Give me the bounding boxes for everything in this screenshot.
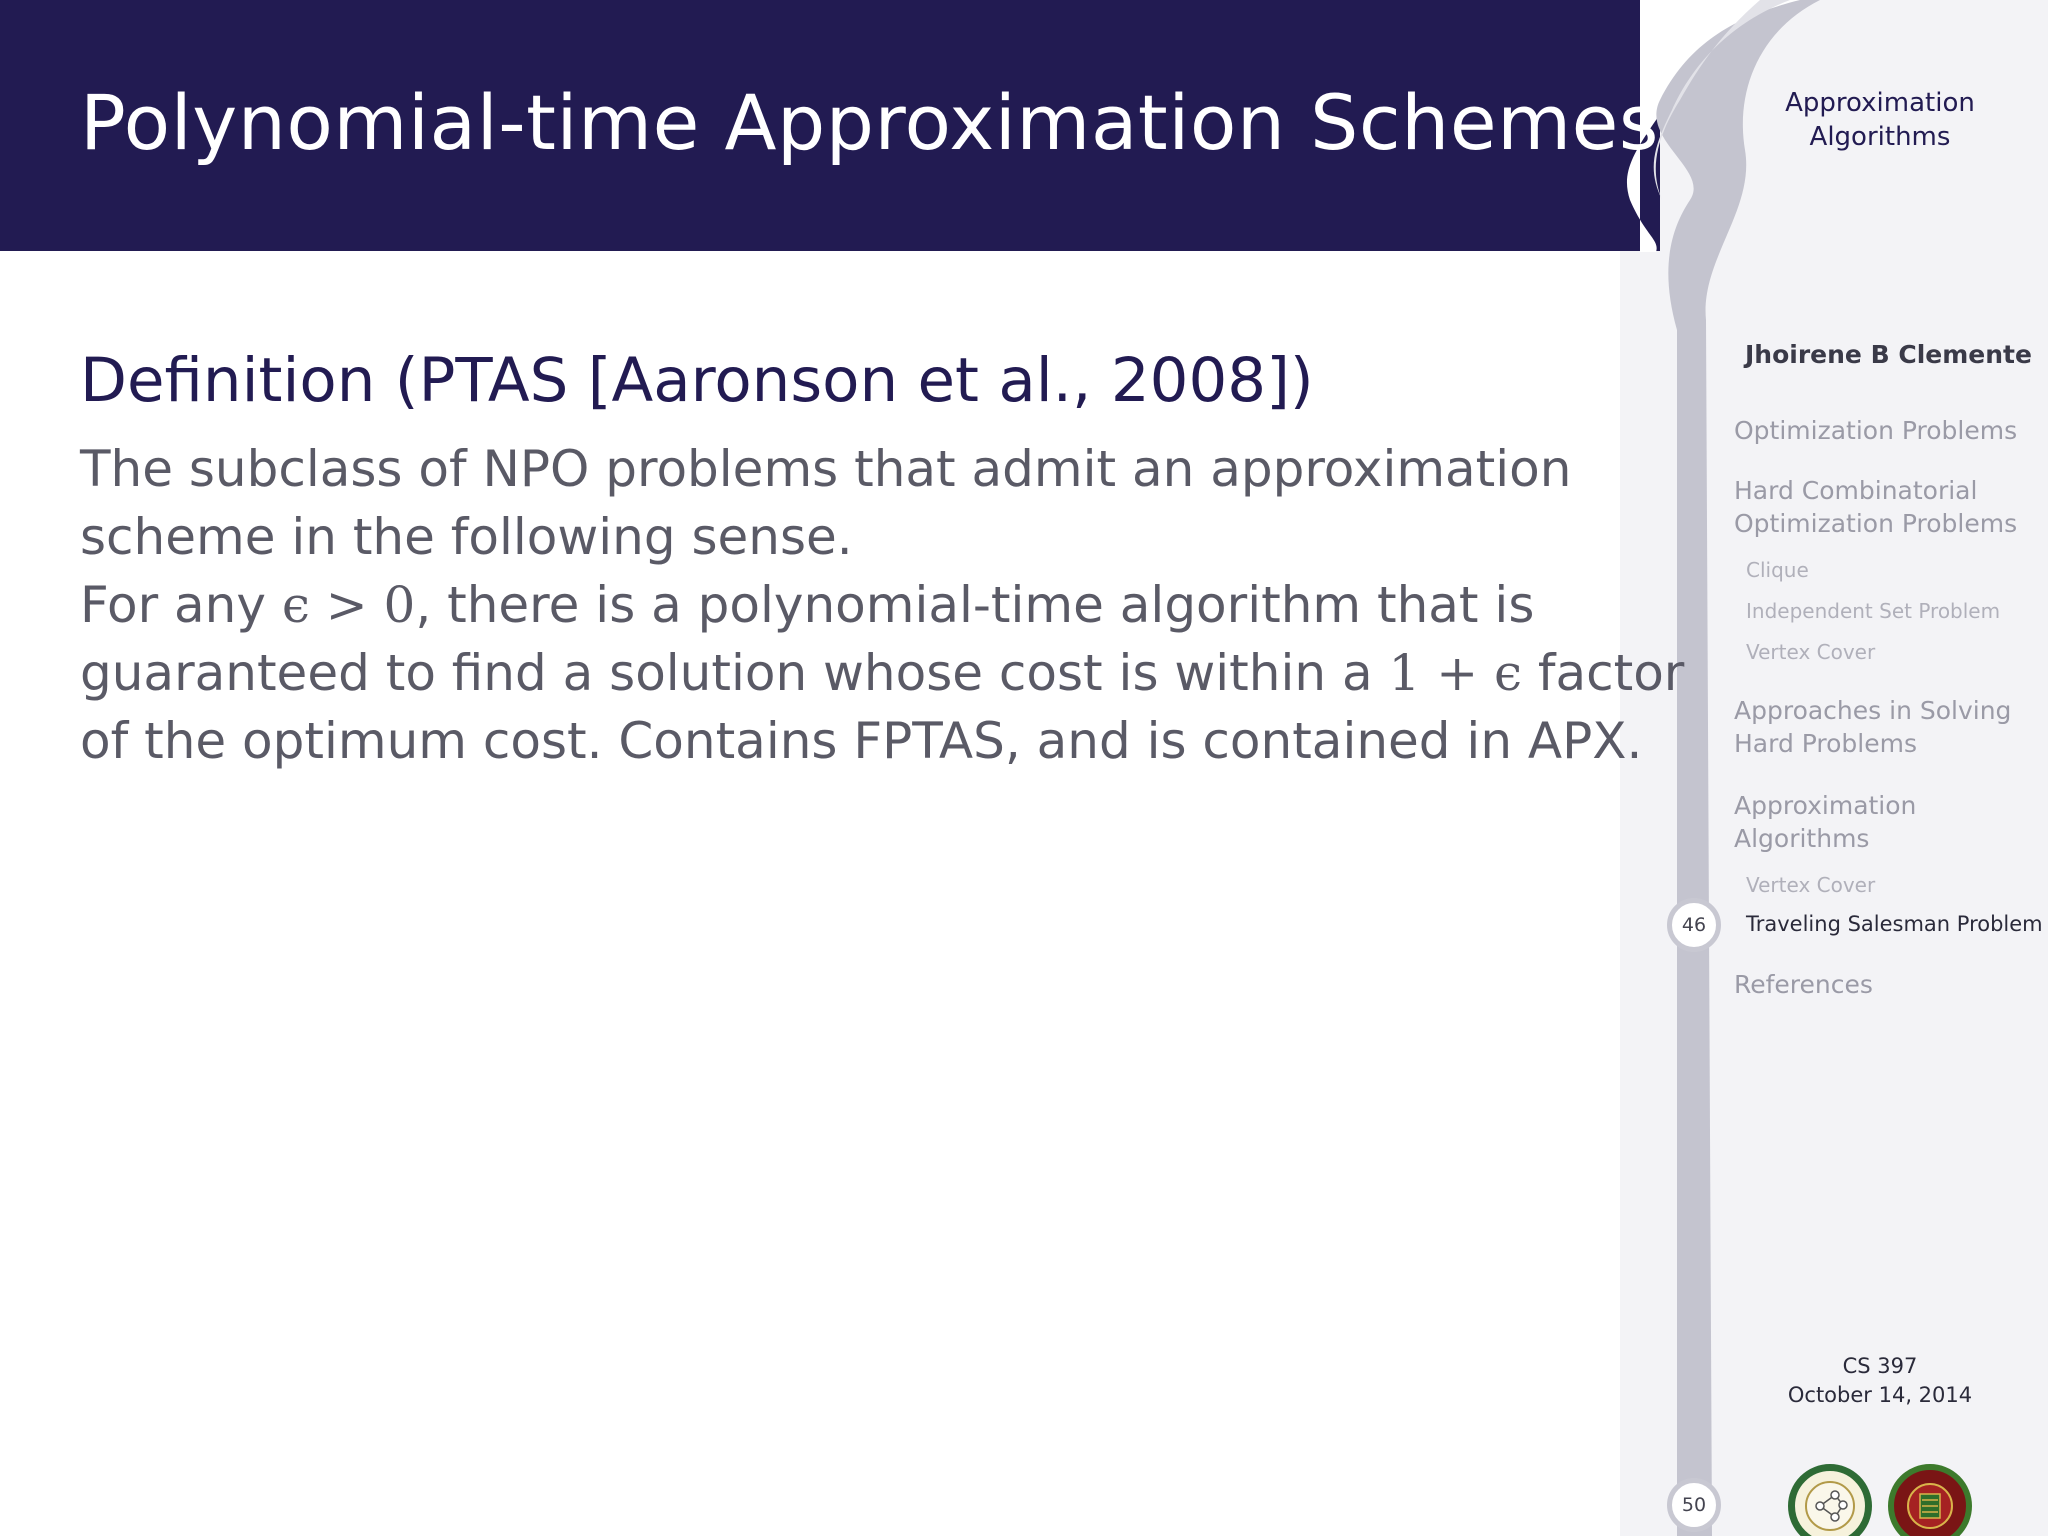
epsilon-inequality: ϵ > 0 [281, 576, 416, 634]
slide-title: Polynomial-time Approximation Schemes [80, 78, 1659, 167]
nav-approaches-line1: Approaches in Solving [1734, 696, 2012, 725]
nav-vertex-cover-1[interactable]: Vertex Cover [1746, 640, 1876, 664]
nav-approaches-line2: Hard Problems [1734, 729, 1918, 758]
nav-approximation-algorithms[interactable] [1734, 789, 1916, 855]
nav-vertex-cover-2[interactable]: Vertex Cover [1746, 873, 1876, 897]
total-pages-badge: 50 [1667, 1478, 1721, 1532]
nav-approximation-line1: Approximation [1734, 791, 1917, 820]
sidebar-section-title-line2: Algorithms [1809, 122, 1951, 152]
current-page-badge: 46 [1667, 898, 1721, 952]
definition-line-1: The subclass of NPO problems that admit an approximation [80, 440, 1572, 498]
definition-line-2: scheme in the following sense. [80, 508, 853, 566]
nav-approximation-line2: Algorithms [1734, 824, 1870, 853]
definition-heading: Definition (PTAS [Aaronson et al., 2008]) [80, 345, 1314, 416]
university-seal-icon [1888, 1464, 1972, 1536]
nav-clique[interactable]: Clique [1746, 558, 1809, 582]
nav-hard-combinatorial-line1: Hard Combinatorial [1734, 476, 1978, 505]
department-seal-icon [1788, 1464, 1872, 1536]
line-4-prefix: guaranteed to find a solution whose cost is within a [80, 644, 1389, 702]
nav-independent-set[interactable]: Independent Set Problem [1746, 599, 2001, 623]
nav-hard-combinatorial-line2: Optimization Problems [1734, 509, 2018, 538]
presentation-date: October 14, 2014 [1787, 1383, 1973, 1407]
definition-line-3 [80, 576, 1534, 634]
approx-factor: 1 + ϵ [1388, 644, 1522, 702]
nav-references[interactable]: References [1734, 970, 1873, 999]
line-3-suffix: , there is a polynomial-time algorithm that is [415, 576, 1535, 634]
sidebar-section-title-line1: Approximation [1785, 88, 1975, 118]
course-info [1760, 1352, 2000, 1410]
line-4-suffix: factor [1521, 644, 1685, 702]
nav-approaches[interactable] [1734, 694, 2011, 760]
nav-optimization-problems[interactable]: Optimization Problems [1734, 416, 2018, 445]
course-code: CS 397 [1842, 1354, 1918, 1378]
nav-traveling-salesman[interactable]: Traveling Salesman Problem [1746, 912, 2043, 936]
definition-line-4 [80, 644, 1684, 702]
sidebar-section-title [1700, 86, 2048, 154]
line-3-prefix: For any [80, 576, 282, 634]
definition-line-5: of the optimum cost. Contains FPTAS, and is contained in APX. [80, 712, 1643, 770]
author-name: Jhoirene B Clemente [1745, 340, 2032, 369]
nav-hard-combinatorial[interactable] [1734, 474, 2017, 540]
